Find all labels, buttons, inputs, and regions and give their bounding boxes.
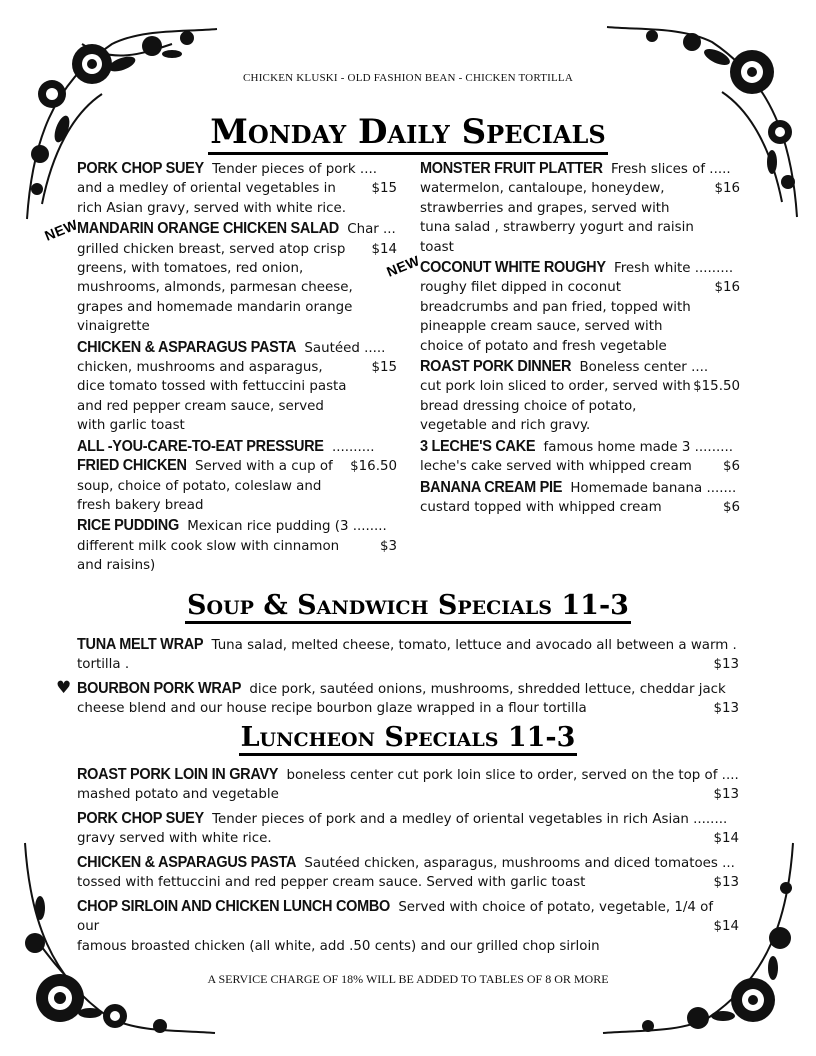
item-name: MONSTER FRUIT PLATTER xyxy=(420,160,603,178)
service-charge-note: A SERVICE CHARGE OF 18% WILL BE ADDED TO TABLES OF 8 OR MORE xyxy=(207,972,609,986)
item-name: PORK CHOP SUEY xyxy=(77,160,204,178)
item-description: tortilla . xyxy=(77,657,130,673)
item-description: leche's cake served with whipped cream xyxy=(420,459,692,475)
item-description: different milk cook slow with cinnamon xyxy=(77,538,340,554)
item-description: tossed with fettuccini and red pepper cream sauce. Served with garlic toast xyxy=(77,875,586,891)
item-price: $6 xyxy=(722,499,740,515)
item-description: mashed potato and vegetable xyxy=(77,787,279,803)
menu-item xyxy=(420,358,740,436)
menu-item xyxy=(77,636,739,675)
menu-item xyxy=(77,810,739,849)
item-description: strawberries and grapes, served with xyxy=(420,200,670,216)
menu-item xyxy=(420,259,740,356)
item-price: $15 xyxy=(371,360,397,376)
item-name: COCONUT WHITE ROUGHY xyxy=(420,259,606,277)
item-price: $3 xyxy=(379,538,397,554)
item-description: toast xyxy=(420,239,454,255)
menu-item xyxy=(420,160,740,257)
menu-item xyxy=(77,854,739,893)
item-description: and red pepper cream sauce, served xyxy=(77,398,324,414)
item-name: FRIED CHICKEN xyxy=(77,457,187,475)
item-description: vinaigrette xyxy=(77,319,150,335)
item-name: TUNA MELT WRAP xyxy=(77,636,204,654)
item-price: $15.50 xyxy=(693,379,740,395)
item-description: fresh bakery bread xyxy=(77,497,204,513)
item-price: $14 xyxy=(713,919,739,935)
item-description: famous home made 3 ......... xyxy=(543,439,733,455)
menu-item xyxy=(77,339,397,436)
item-description: Char ... xyxy=(347,222,396,238)
left-menu-column xyxy=(77,160,397,578)
menu-item xyxy=(77,457,397,515)
item-description: Served with choice of potato, vegetable, 1/4 of our xyxy=(77,900,714,935)
item-description: Sautéed chicken, asparagus, mushrooms and diced tomatoes ... xyxy=(304,856,735,871)
item-description: Tuna salad, melted cheese, tomato, lettuce and avocado all between a warm . xyxy=(211,638,737,653)
item-description: tuna salad , strawberry yogurt and raisin xyxy=(420,220,694,236)
item-price: $13 xyxy=(713,787,739,803)
item-description: famous broasted chicken (all white, add .50 cents) and our grilled chop sirloin xyxy=(77,938,600,954)
main-section-title: Monday Daily Specials xyxy=(0,112,816,155)
item-price: $16 xyxy=(714,181,740,197)
item-description: grilled chicken breast, served atop crisp xyxy=(77,241,346,257)
item-description: Tender pieces of pork .... xyxy=(212,162,377,177)
item-name: BOURBON PORK WRAP xyxy=(77,680,242,698)
item-description: Sautéed ..... xyxy=(304,340,386,356)
item-description: gravy served with white rice. xyxy=(77,831,272,847)
item-description: greens, with tomatoes, red onion, xyxy=(77,261,304,277)
item-name: CHICKEN & ASPARAGUS PASTA xyxy=(77,854,297,872)
item-description: rich Asian gravy, served with white rice. xyxy=(77,200,347,216)
item-description: and a medley of oriental vegetables in xyxy=(77,181,336,197)
item-description: boneless center cut pork loin slice to order, served on the top of .... xyxy=(286,768,739,783)
item-description: grapes and homemade mandarin orange xyxy=(77,299,353,315)
item-description: custard topped with whipped cream xyxy=(420,499,662,515)
menu-item xyxy=(420,438,740,477)
item-description: soup, choice of potato, coleslaw and xyxy=(77,478,322,494)
item-name: BANANA CREAM PIE xyxy=(420,478,563,496)
item-price: $6 xyxy=(722,459,740,475)
item-description: mushrooms, almonds, parmesan cheese, xyxy=(77,280,353,296)
menu-item xyxy=(420,479,740,518)
soups-of-the-day: CHICKEN KLUSKI - OLD FASHION BEAN - CHICKEN TORTILLA xyxy=(243,72,573,84)
item-price: $14 xyxy=(371,241,397,257)
item-description: roughy filet dipped in coconut xyxy=(420,280,621,296)
heart-icon: ♥ xyxy=(56,678,72,698)
menu-item xyxy=(77,517,397,575)
item-description: pineapple cream sauce, served with xyxy=(420,319,663,335)
item-price: $14 xyxy=(713,831,739,847)
item-description: dice tomato tossed with fettuccini pasta xyxy=(77,379,347,395)
item-description: Boneless center .... xyxy=(579,360,709,376)
menu-item xyxy=(77,160,397,218)
menu-item xyxy=(77,766,739,805)
item-price: $16.50 xyxy=(350,459,397,475)
item-name: RICE PUDDING xyxy=(77,517,179,535)
item-description: Served with a cup of xyxy=(194,459,333,475)
item-description: choice of potato and fresh vegetable xyxy=(420,338,667,354)
item-name: CHICKEN & ASPARAGUS PASTA xyxy=(77,339,297,357)
item-description: Homemade banana ....... xyxy=(570,480,737,496)
item-description: .......... xyxy=(331,439,375,455)
item-description: watermelon, cantaloupe, honeydew, xyxy=(420,181,665,197)
item-name: ROAST PORK DINNER xyxy=(420,358,572,376)
item-name: CHOP SIRLOIN AND CHICKEN LUNCH COMBO xyxy=(77,898,391,916)
item-price: $13 xyxy=(713,657,739,673)
item-description: Fresh slices of ..... xyxy=(611,162,731,177)
new-badge: NEW xyxy=(42,216,80,244)
item-name: ROAST PORK LOIN IN GRAVY xyxy=(77,766,279,784)
right-menu-column xyxy=(420,160,740,519)
item-description: Fresh white ......... xyxy=(613,261,734,277)
item-name: ALL -YOU-CARE-TO-EAT PRESSURE xyxy=(77,438,324,456)
item-name: MANDARIN ORANGE CHICKEN SALAD xyxy=(77,220,339,238)
item-price: $13 xyxy=(713,875,739,891)
item-description: chicken, mushrooms and asparagus, xyxy=(77,360,323,376)
item-name: 3 LECHE'S CAKE xyxy=(420,438,536,456)
item-description: breadcrumbs and pan fried, topped with xyxy=(420,299,691,315)
item-description: Mexican rice pudding (3 ........ xyxy=(187,519,387,535)
item-price: $16 xyxy=(714,280,740,296)
item-price: $15 xyxy=(371,181,397,197)
item-price: $13 xyxy=(713,701,739,717)
new-badge: NEW xyxy=(384,252,422,280)
menu-item xyxy=(77,220,397,336)
menu-item xyxy=(77,898,739,956)
item-description: with garlic toast xyxy=(77,418,185,434)
luncheon-section-title: Luncheon Specials 11-3 xyxy=(0,722,816,756)
item-description: bread dressing choice of potato, xyxy=(420,398,637,414)
item-description: Tender pieces of pork and a medley of oriental vegetables in rich Asian ........ xyxy=(212,812,728,827)
item-description: cut pork loin sliced to order, served with xyxy=(420,379,691,395)
soup-sandwich-section-title: Soup & Sandwich Specials 11-3 xyxy=(0,590,816,624)
item-description: dice pork, sautéed onions, mushrooms, shredded lettuce, cheddar jack xyxy=(249,682,726,697)
menu-item xyxy=(77,680,739,719)
item-description: vegetable and rich gravy. xyxy=(420,418,591,434)
item-description: cheese blend and our house recipe bourbon glaze wrapped in a flour tortilla xyxy=(77,701,587,717)
item-name: PORK CHOP SUEY xyxy=(77,810,204,828)
item-description: and raisins) xyxy=(77,558,156,574)
